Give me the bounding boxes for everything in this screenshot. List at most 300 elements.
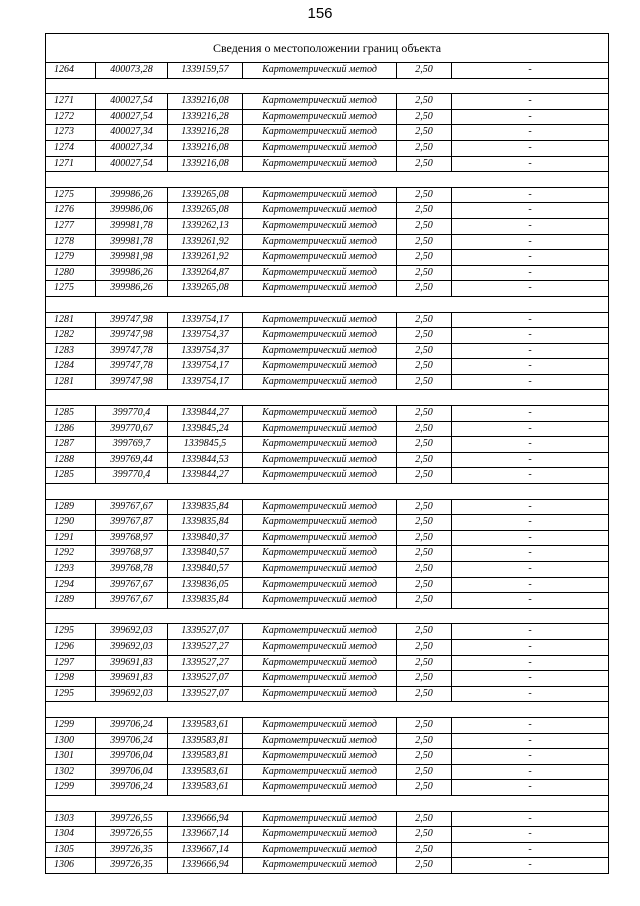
separator-cell	[46, 296, 609, 312]
description-cell: -	[452, 468, 609, 484]
separator-cell	[46, 390, 609, 406]
method-cell: Картометрический метод	[243, 187, 397, 203]
table-row	[46, 733, 609, 749]
description-cell: -	[452, 515, 609, 531]
method-cell: Картометрический метод	[243, 842, 397, 858]
method-cell: Картометрический метод	[243, 827, 397, 843]
description-cell: -	[452, 593, 609, 609]
point-number-cell: 1288	[46, 452, 96, 468]
table-row	[46, 374, 609, 390]
table-row	[46, 593, 609, 609]
coordinate-x-cell: 399692,03	[96, 639, 168, 655]
description-cell: -	[452, 624, 609, 640]
coordinate-y-cell: 1339754,17	[168, 359, 243, 375]
table-row	[46, 764, 609, 780]
method-cell: Картометрический метод	[243, 624, 397, 640]
coordinate-y-cell: 1339527,07	[168, 624, 243, 640]
page-number: 156	[307, 5, 333, 22]
method-cell: Картометрический метод	[243, 312, 397, 328]
description-cell: -	[452, 780, 609, 796]
coordinate-x-cell: 400027,34	[96, 125, 168, 141]
table-row	[46, 234, 609, 250]
coordinate-x-cell: 399981,98	[96, 250, 168, 266]
coordinate-x-cell: 399770,4	[96, 468, 168, 484]
accuracy-cell: 2,50	[397, 546, 452, 562]
point-number-cell: 1287	[46, 437, 96, 453]
point-number-cell: 1300	[46, 733, 96, 749]
coordinate-y-cell: 1339667,14	[168, 827, 243, 843]
coordinate-x-cell: 399770,4	[96, 406, 168, 422]
method-cell: Картометрический метод	[243, 328, 397, 344]
method-cell: Картометрический метод	[243, 359, 397, 375]
method-cell: Картометрический метод	[243, 639, 397, 655]
coordinate-x-cell: 399768,97	[96, 546, 168, 562]
coordinate-y-cell: 1339527,07	[168, 671, 243, 687]
method-cell: Картометрический метод	[243, 577, 397, 593]
coordinate-x-cell: 399706,04	[96, 749, 168, 765]
method-cell: Картометрический метод	[243, 63, 397, 79]
method-cell: Картометрический метод	[243, 671, 397, 687]
group-separator-row	[46, 172, 609, 188]
point-number-cell: 1304	[46, 827, 96, 843]
point-number-cell: 1282	[46, 328, 96, 344]
description-cell: -	[452, 156, 609, 172]
point-number-cell: 1285	[46, 406, 96, 422]
coordinate-y-cell: 1339264,87	[168, 265, 243, 281]
description-cell: -	[452, 250, 609, 266]
coordinate-y-cell: 1339840,57	[168, 562, 243, 578]
coordinate-y-cell: 1339583,61	[168, 780, 243, 796]
table-row	[46, 515, 609, 531]
accuracy-cell: 2,50	[397, 406, 452, 422]
method-cell: Картометрический метод	[243, 780, 397, 796]
description-cell: -	[452, 328, 609, 344]
coordinate-y-cell: 1339262,13	[168, 218, 243, 234]
description-cell: -	[452, 265, 609, 281]
accuracy-cell: 2,50	[397, 63, 452, 79]
group-separator-row	[46, 296, 609, 312]
method-cell: Картометрический метод	[243, 203, 397, 219]
table-row	[46, 562, 609, 578]
description-cell: -	[452, 577, 609, 593]
point-number-cell: 1289	[46, 593, 96, 609]
table-row	[46, 140, 609, 156]
accuracy-cell: 2,50	[397, 140, 452, 156]
group-separator-row	[46, 484, 609, 500]
coordinate-y-cell: 1339835,84	[168, 593, 243, 609]
accuracy-cell: 2,50	[397, 437, 452, 453]
coordinate-x-cell: 399747,98	[96, 312, 168, 328]
method-cell: Картометрический метод	[243, 749, 397, 765]
point-number-cell: 1271	[46, 94, 96, 110]
point-number-cell: 1302	[46, 764, 96, 780]
coordinate-x-cell: 399767,67	[96, 499, 168, 515]
method-cell: Картометрический метод	[243, 437, 397, 453]
separator-cell	[46, 172, 609, 188]
coordinate-y-cell: 1339265,08	[168, 203, 243, 219]
description-cell: -	[452, 499, 609, 515]
point-number-cell: 1284	[46, 359, 96, 375]
coordinate-y-cell: 1339527,27	[168, 639, 243, 655]
accuracy-cell: 2,50	[397, 218, 452, 234]
accuracy-cell: 2,50	[397, 827, 452, 843]
coordinate-x-cell: 399770,67	[96, 421, 168, 437]
point-number-cell: 1297	[46, 655, 96, 671]
description-cell: -	[452, 717, 609, 733]
coordinate-y-cell: 1339216,08	[168, 94, 243, 110]
accuracy-cell: 2,50	[397, 577, 452, 593]
coordinate-x-cell: 399692,03	[96, 624, 168, 640]
point-number-cell: 1298	[46, 671, 96, 687]
accuracy-cell: 2,50	[397, 234, 452, 250]
point-number-cell: 1264	[46, 63, 96, 79]
accuracy-cell: 2,50	[397, 780, 452, 796]
coordinate-x-cell: 399769,44	[96, 452, 168, 468]
method-cell: Картометрический метод	[243, 593, 397, 609]
method-cell: Картометрический метод	[243, 156, 397, 172]
coordinate-y-cell: 1339754,17	[168, 374, 243, 390]
description-cell: -	[452, 842, 609, 858]
coordinate-y-cell: 1339216,08	[168, 156, 243, 172]
accuracy-cell: 2,50	[397, 250, 452, 266]
coordinate-x-cell: 399986,06	[96, 203, 168, 219]
coordinate-y-cell: 1339754,37	[168, 343, 243, 359]
separator-cell	[46, 484, 609, 500]
table-row	[46, 655, 609, 671]
description-cell: -	[452, 639, 609, 655]
group-separator-row	[46, 78, 609, 94]
coordinate-y-cell: 1339844,27	[168, 406, 243, 422]
point-number-cell: 1280	[46, 265, 96, 281]
table-row	[46, 187, 609, 203]
description-cell: -	[452, 203, 609, 219]
table-row	[46, 639, 609, 655]
table-row	[46, 109, 609, 125]
coordinate-x-cell: 399706,24	[96, 717, 168, 733]
table-row	[46, 671, 609, 687]
accuracy-cell: 2,50	[397, 764, 452, 780]
method-cell: Картометрический метод	[243, 94, 397, 110]
point-number-cell: 1276	[46, 203, 96, 219]
coordinate-y-cell: 1339754,37	[168, 328, 243, 344]
description-cell: -	[452, 343, 609, 359]
point-number-cell: 1275	[46, 187, 96, 203]
description-cell: -	[452, 374, 609, 390]
description-cell: -	[452, 562, 609, 578]
table-row	[46, 577, 609, 593]
accuracy-cell: 2,50	[397, 343, 452, 359]
table-title: Сведения о местоположении границ объекта	[46, 34, 609, 63]
description-cell: -	[452, 811, 609, 827]
accuracy-cell: 2,50	[397, 749, 452, 765]
coordinate-y-cell: 1339835,84	[168, 499, 243, 515]
table-row	[46, 546, 609, 562]
coordinate-x-cell: 399726,55	[96, 827, 168, 843]
method-cell: Картометрический метод	[243, 140, 397, 156]
coordinate-y-cell: 1339583,61	[168, 764, 243, 780]
method-cell: Картометрический метод	[243, 499, 397, 515]
point-number-cell: 1278	[46, 234, 96, 250]
table-row	[46, 218, 609, 234]
method-cell: Картометрический метод	[243, 811, 397, 827]
table-row	[46, 468, 609, 484]
coordinate-x-cell: 399981,78	[96, 218, 168, 234]
point-number-cell: 1275	[46, 281, 96, 297]
method-cell: Картометрический метод	[243, 406, 397, 422]
coordinate-x-cell: 399986,26	[96, 187, 168, 203]
description-cell: -	[452, 125, 609, 141]
accuracy-cell: 2,50	[397, 203, 452, 219]
coordinate-y-cell: 1339754,17	[168, 312, 243, 328]
table-row	[46, 312, 609, 328]
accuracy-cell: 2,50	[397, 811, 452, 827]
description-cell: -	[452, 452, 609, 468]
method-cell: Картометрический метод	[243, 468, 397, 484]
description-cell: -	[452, 109, 609, 125]
point-number-cell: 1305	[46, 842, 96, 858]
method-cell: Картометрический метод	[243, 265, 397, 281]
description-cell: -	[452, 406, 609, 422]
accuracy-cell: 2,50	[397, 530, 452, 546]
coordinate-y-cell: 1339845,24	[168, 421, 243, 437]
accuracy-cell: 2,50	[397, 374, 452, 390]
point-number-cell: 1299	[46, 717, 96, 733]
method-cell: Картометрический метод	[243, 764, 397, 780]
accuracy-cell: 2,50	[397, 593, 452, 609]
coordinate-x-cell: 399769,7	[96, 437, 168, 453]
point-number-cell: 1293	[46, 562, 96, 578]
table-title-row	[46, 34, 609, 63]
coordinate-y-cell: 1339844,53	[168, 452, 243, 468]
table-row	[46, 359, 609, 375]
coordinate-x-cell: 399768,78	[96, 562, 168, 578]
table-row	[46, 437, 609, 453]
table-row	[46, 421, 609, 437]
coordinate-y-cell: 1339216,28	[168, 125, 243, 141]
method-cell: Картометрический метод	[243, 421, 397, 437]
coordinate-x-cell: 399986,26	[96, 281, 168, 297]
accuracy-cell: 2,50	[397, 359, 452, 375]
accuracy-cell: 2,50	[397, 156, 452, 172]
method-cell: Картометрический метод	[243, 733, 397, 749]
group-separator-row	[46, 795, 609, 811]
method-cell: Картометрический метод	[243, 374, 397, 390]
table-body	[46, 34, 609, 874]
description-cell: -	[452, 281, 609, 297]
description-cell: -	[452, 437, 609, 453]
table-row	[46, 842, 609, 858]
point-number-cell: 1301	[46, 749, 96, 765]
accuracy-cell: 2,50	[397, 671, 452, 687]
point-number-cell: 1295	[46, 686, 96, 702]
description-cell: -	[452, 94, 609, 110]
point-number-cell: 1271	[46, 156, 96, 172]
coordinate-y-cell: 1339216,28	[168, 109, 243, 125]
description-cell: -	[452, 764, 609, 780]
coordinate-x-cell: 399747,78	[96, 359, 168, 375]
accuracy-cell: 2,50	[397, 858, 452, 874]
description-cell: -	[452, 827, 609, 843]
separator-cell	[46, 702, 609, 718]
table-row	[46, 749, 609, 765]
description-cell: -	[452, 187, 609, 203]
table-row	[46, 156, 609, 172]
table-row	[46, 63, 609, 79]
method-cell: Картометрический метод	[243, 234, 397, 250]
point-number-cell: 1283	[46, 343, 96, 359]
point-number-cell: 1289	[46, 499, 96, 515]
separator-cell	[46, 78, 609, 94]
coordinate-y-cell: 1339527,27	[168, 655, 243, 671]
accuracy-cell: 2,50	[397, 515, 452, 531]
table-row	[46, 686, 609, 702]
table-row	[46, 530, 609, 546]
method-cell: Картометрический метод	[243, 125, 397, 141]
method-cell: Картометрический метод	[243, 717, 397, 733]
method-cell: Картометрический метод	[243, 281, 397, 297]
group-separator-row	[46, 702, 609, 718]
description-cell: -	[452, 421, 609, 437]
description-cell: -	[452, 359, 609, 375]
table-row	[46, 203, 609, 219]
coordinate-x-cell: 399706,04	[96, 764, 168, 780]
table-row	[46, 780, 609, 796]
coordinate-x-cell: 399767,87	[96, 515, 168, 531]
table-row	[46, 265, 609, 281]
accuracy-cell: 2,50	[397, 94, 452, 110]
point-number-cell: 1279	[46, 250, 96, 266]
coordinate-y-cell: 1339844,27	[168, 468, 243, 484]
accuracy-cell: 2,50	[397, 639, 452, 655]
point-number-cell: 1296	[46, 639, 96, 655]
coordinate-y-cell: 1339261,92	[168, 250, 243, 266]
method-cell: Картометрический метод	[243, 452, 397, 468]
coordinate-x-cell: 399726,55	[96, 811, 168, 827]
point-number-cell: 1292	[46, 546, 96, 562]
accuracy-cell: 2,50	[397, 468, 452, 484]
method-cell: Картометрический метод	[243, 218, 397, 234]
coordinate-y-cell: 1339835,84	[168, 515, 243, 531]
table-row	[46, 717, 609, 733]
description-cell: -	[452, 63, 609, 79]
coordinate-y-cell: 1339583,81	[168, 733, 243, 749]
point-number-cell: 1294	[46, 577, 96, 593]
point-number-cell: 1299	[46, 780, 96, 796]
separator-cell	[46, 608, 609, 624]
accuracy-cell: 2,50	[397, 187, 452, 203]
coordinate-x-cell: 399691,83	[96, 671, 168, 687]
description-cell: -	[452, 671, 609, 687]
point-number-cell: 1274	[46, 140, 96, 156]
coordinate-y-cell: 1339159,57	[168, 63, 243, 79]
group-separator-row	[46, 390, 609, 406]
boundary-coordinates-table	[45, 33, 609, 874]
coordinate-y-cell: 1339265,08	[168, 187, 243, 203]
table-row	[46, 250, 609, 266]
description-cell: -	[452, 749, 609, 765]
coordinate-x-cell: 399706,24	[96, 733, 168, 749]
description-cell: -	[452, 733, 609, 749]
coordinate-y-cell: 1339583,61	[168, 717, 243, 733]
group-separator-row	[46, 608, 609, 624]
point-number-cell: 1272	[46, 109, 96, 125]
accuracy-cell: 2,50	[397, 655, 452, 671]
accuracy-cell: 2,50	[397, 717, 452, 733]
coordinate-y-cell: 1339840,57	[168, 546, 243, 562]
description-cell: -	[452, 546, 609, 562]
method-cell: Картометрический метод	[243, 858, 397, 874]
coordinate-x-cell: 399706,24	[96, 780, 168, 796]
point-number-cell: 1277	[46, 218, 96, 234]
method-cell: Картометрический метод	[243, 109, 397, 125]
coordinate-x-cell: 399986,26	[96, 265, 168, 281]
coordinate-x-cell: 399768,97	[96, 530, 168, 546]
description-cell: -	[452, 312, 609, 328]
accuracy-cell: 2,50	[397, 624, 452, 640]
method-cell: Картометрический метод	[243, 546, 397, 562]
point-number-cell: 1281	[46, 374, 96, 390]
coordinate-x-cell: 399692,03	[96, 686, 168, 702]
point-number-cell: 1286	[46, 421, 96, 437]
accuracy-cell: 2,50	[397, 109, 452, 125]
coordinate-x-cell: 399767,67	[96, 593, 168, 609]
coordinate-x-cell: 399767,67	[96, 577, 168, 593]
table-row	[46, 125, 609, 141]
accuracy-cell: 2,50	[397, 562, 452, 578]
coordinate-y-cell: 1339265,08	[168, 281, 243, 297]
description-cell: -	[452, 140, 609, 156]
coordinate-y-cell: 1339261,92	[168, 234, 243, 250]
accuracy-cell: 2,50	[397, 328, 452, 344]
table-row	[46, 811, 609, 827]
coordinate-x-cell: 399747,98	[96, 328, 168, 344]
accuracy-cell: 2,50	[397, 281, 452, 297]
accuracy-cell: 2,50	[397, 312, 452, 328]
accuracy-cell: 2,50	[397, 452, 452, 468]
accuracy-cell: 2,50	[397, 733, 452, 749]
coordinate-x-cell: 400027,54	[96, 94, 168, 110]
description-cell: -	[452, 218, 609, 234]
coordinate-y-cell: 1339666,94	[168, 811, 243, 827]
point-number-cell: 1281	[46, 312, 96, 328]
point-number-cell: 1273	[46, 125, 96, 141]
method-cell: Картометрический метод	[243, 343, 397, 359]
table-row	[46, 624, 609, 640]
accuracy-cell: 2,50	[397, 421, 452, 437]
coordinate-y-cell: 1339216,08	[168, 140, 243, 156]
coordinate-x-cell: 399747,78	[96, 343, 168, 359]
coordinate-x-cell: 399726,35	[96, 842, 168, 858]
coordinate-y-cell: 1339583,81	[168, 749, 243, 765]
coordinate-x-cell: 400027,54	[96, 156, 168, 172]
accuracy-cell: 2,50	[397, 265, 452, 281]
method-cell: Картометрический метод	[243, 686, 397, 702]
table-row	[46, 499, 609, 515]
accuracy-cell: 2,50	[397, 499, 452, 515]
point-number-cell: 1295	[46, 624, 96, 640]
accuracy-cell: 2,50	[397, 125, 452, 141]
table-row	[46, 328, 609, 344]
coordinate-x-cell: 399981,78	[96, 234, 168, 250]
method-cell: Картометрический метод	[243, 530, 397, 546]
description-cell: -	[452, 655, 609, 671]
table-row	[46, 94, 609, 110]
coordinate-x-cell: 400027,54	[96, 109, 168, 125]
accuracy-cell: 2,50	[397, 686, 452, 702]
coordinate-x-cell: 399747,98	[96, 374, 168, 390]
table-row	[46, 858, 609, 874]
separator-cell	[46, 795, 609, 811]
